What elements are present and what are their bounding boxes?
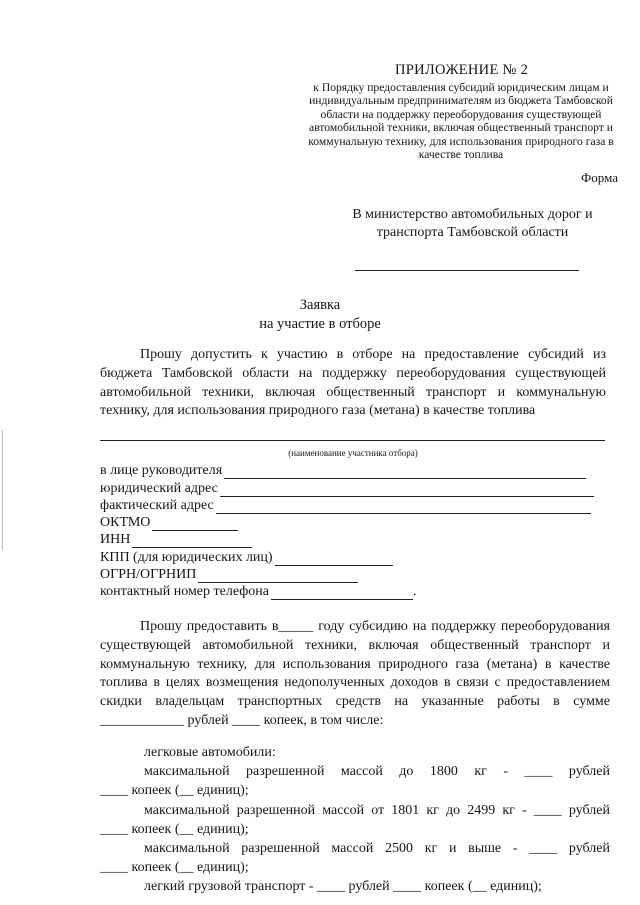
field-row [100, 514, 594, 531]
field-row [100, 479, 594, 496]
appendix-title: ПРИЛОЖЕНИЕ № 2 [395, 62, 529, 78]
field-label: в лице руководителя [100, 463, 223, 479]
field-blank[interactable] [271, 586, 413, 600]
field-blank[interactable] [198, 569, 358, 583]
field-row [100, 497, 594, 514]
document-title: Заявка [299, 297, 341, 313]
category-item: легковые автомобили: [144, 745, 276, 760]
field-row [100, 531, 594, 548]
document-subtitle: на участие в отборе [259, 316, 381, 332]
category-item: ____ копеек (__ единиц); [100, 821, 249, 837]
appendix-text: к Порядку предоставления субсидий юридическим лицам и индивидуальным предпринимателям из бюджета Тамбовской области на поддержку переоборудования существующей автомобильной техники, включая общественный транспорт и коммунальную технику, для использования природного газа в качестве топлива [308, 81, 614, 162]
field-row: контактный номер телефона . [100, 584, 417, 600]
field-row [100, 566, 594, 583]
vehicle-categories [100, 743, 610, 897]
participant-fields [100, 462, 594, 600]
addressee-block: В министерство автомобильных дорог и транспорта Тамбовской области [352, 207, 593, 240]
form-label: Форма [581, 170, 618, 185]
participant-name-line[interactable] [100, 440, 605, 441]
field-blank[interactable] [220, 483, 594, 497]
field-label: ОГРН/ОГРНИП [100, 567, 197, 583]
addressee-blank-line [355, 270, 579, 271]
field-label: КПП (для юридических лиц) [100, 549, 273, 565]
field-row [100, 462, 594, 479]
participant-caption: (наименование участника отбора) [288, 448, 418, 458]
field-blank[interactable] [216, 500, 591, 514]
category-item: ____ копеек (__ единиц); [100, 783, 249, 799]
category-item: максимальной разрешенной массой от 1801 кг до 2499 кг - ____ рублей [144, 802, 610, 818]
field-label: ОКТМО [100, 515, 151, 531]
field-label: юридический адрес [100, 480, 218, 496]
field-row [100, 548, 594, 565]
category-item: ____ копеек (__ единиц); [100, 860, 249, 876]
field-label: ИНН [100, 532, 131, 548]
field-blank[interactable] [152, 517, 238, 531]
category-item: максимальной разрешенной массой 2500 кг и выше - ____ рублей [144, 841, 610, 857]
grant-paragraph: Прошу предоставить в_____ году субсидию на поддержку переоборудования существующей автомобильной техники, включая общественный транспорт и коммунальную технику, для использования природного газа (метана) в качестве топлива в целях возмещения недополученных доходов в связи с предоставлением скидки владельцам транспортных средств на указанные работы в сумме ____________ рублей ____ копеек, в том числе: [100, 619, 610, 728]
category-item: максимальной разрешенной массой до 1800 кг - ____ рублей [144, 764, 610, 780]
field-blank[interactable] [275, 552, 393, 566]
field-label: фактический адрес [100, 497, 214, 513]
category-item: легкий грузовой транспорт - ____ рублей ____ копеек (__ единиц); [144, 879, 542, 895]
field-blank[interactable] [224, 465, 586, 479]
request-paragraph: Прошу допустить к участию в отборе на предоставление субсидий из бюджета Тамбовской области на поддержку переоборудования существующей автомобильной техники, включая общественный транспорт и коммунальную технику, для использования природного газа (метана) в качестве топлива [100, 347, 606, 419]
field-blank[interactable] [132, 534, 252, 548]
field-label: контактный номер телефона [100, 584, 269, 600]
